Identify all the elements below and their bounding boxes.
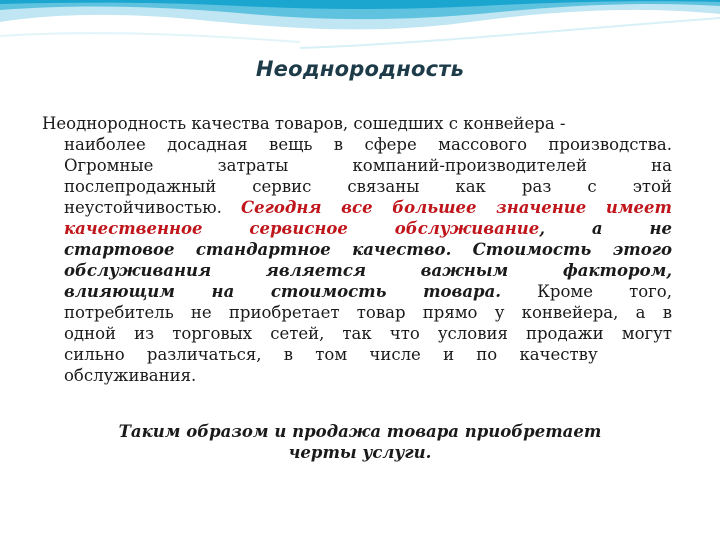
slide-title: Неоднородность [255, 57, 465, 81]
plain-text: сильно различаться, в том числе и по качеству [64, 345, 598, 364]
paragraph-line: Неоднородность качества товаров, сошедших с конвейера - [42, 114, 566, 133]
plain-text: Кроме того, [501, 282, 672, 301]
plain-text: неустойчивостью. [64, 198, 241, 217]
conclusion-text [0, 421, 720, 463]
emphasized-text: , а не [539, 219, 672, 238]
paragraph-line: стартовое стандартное качество. Стоимость этого [64, 240, 672, 259]
paragraph-line: обслуживания. [64, 366, 197, 385]
paragraph-line: потребитель не приобретает товар прямо у конвейера, а в [64, 303, 672, 322]
main-paragraph [42, 113, 672, 386]
paragraph-line: послепродажный сервис связаны как раз с этой [64, 177, 672, 196]
paragraph-line [42, 281, 672, 302]
paragraph-line: обслуживания является важным фактором, [64, 261, 672, 280]
conclusion-line: черты услуги. [288, 443, 432, 462]
paragraph-line [42, 344, 672, 365]
highlighted-text: качественное сервисное обслуживание [64, 219, 540, 238]
paragraph-line: Огромные затраты компаний-производителей на [64, 156, 672, 175]
conclusion-line: Таким образом и продажа товара приобретает [118, 422, 602, 441]
highlighted-text: Сегодня все большее значение имеет [241, 198, 672, 217]
paragraph-line: одной из торговых сетей, так что условия продажи могут [64, 324, 672, 343]
emphasized-text: влияющим на стоимость товара. [64, 282, 502, 301]
paragraph-line [42, 218, 672, 239]
paragraph-line: наиболее досадная вещь в сфере массового производства. [64, 135, 672, 154]
paragraph-line [42, 197, 672, 218]
